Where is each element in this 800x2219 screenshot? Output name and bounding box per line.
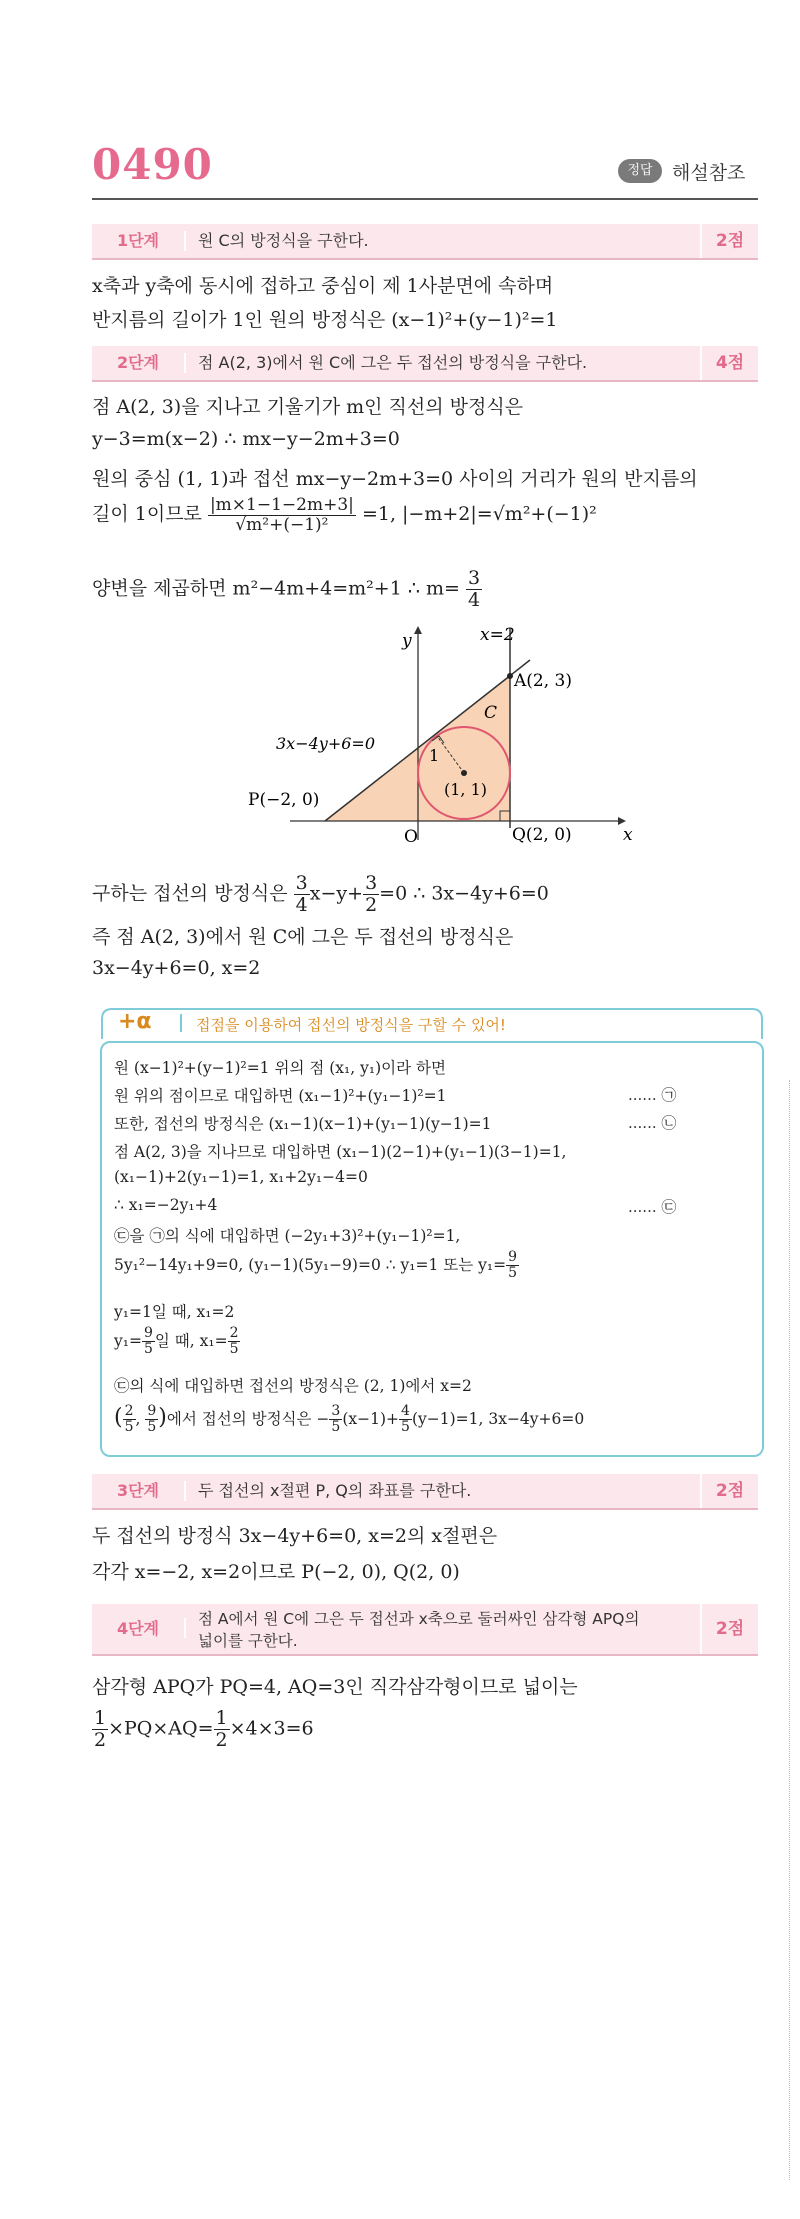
numerator: 1 — [94, 1707, 107, 1729]
text: 구하는 접선의 방정식은 — [92, 882, 288, 905]
numerator: 3 — [467, 567, 481, 589]
text: 일 때, x₁= — [154, 1331, 228, 1350]
text: 5y₁²−14y₁+9=0, (y₁−1)(5y₁−9)=0 ∴ y₁=1 또는 y₁= — [114, 1255, 507, 1274]
tip-line — [114, 1250, 519, 1282]
step4-line1 — [92, 1672, 578, 1699]
denominator: 5 — [143, 1341, 153, 1358]
page-margin-dotted-line — [789, 1080, 790, 2180]
denominator: 5 — [401, 1419, 410, 1436]
circle-label: C — [484, 703, 498, 723]
step-label: 3단계 — [116, 1481, 160, 1500]
step-title-line: 점 A에서 원 C에 그은 두 접선과 x축으로 둘러싸인 삼각형 APQ의 — [198, 1610, 640, 1628]
step3-line1: 두 접선의 방정식 3x−4y+6=0, x=2의 x절편은 — [92, 1525, 498, 1547]
marker-1: ...... ㉠ — [628, 1086, 677, 1104]
text: (y−1)=1, 3x−4y+6=0 — [411, 1409, 585, 1428]
fraction — [142, 1326, 155, 1358]
tip-line: ∴ x₁=−2y₁+4 — [114, 1196, 218, 1214]
center-label: (1, 1) — [444, 780, 488, 799]
point-p-label: P(−2, 0) — [248, 790, 320, 810]
step-title — [198, 1608, 639, 1652]
step-separator — [184, 1618, 186, 1638]
x-axis-label: x — [623, 825, 633, 845]
denominator: 2 — [215, 1728, 228, 1751]
fraction — [399, 1404, 412, 1436]
denominator: 4 — [295, 893, 308, 916]
step2-line7: 즉 점 A(2, 3)에서 원 C에 그은 두 접선의 방정식은 — [92, 926, 514, 948]
step-title: 점 A(2, 3)에서 원 C에 그은 두 접선의 방정식을 구한다. — [198, 353, 588, 372]
text: =1, |−m+2|=√m²+(−1)² — [361, 503, 597, 526]
y-axis-label: y — [402, 631, 412, 651]
paren: ) — [158, 1404, 167, 1430]
numerator: 3 — [365, 872, 378, 894]
point-q-label: Q(2, 0) — [512, 825, 572, 845]
numerator: 9 — [143, 1325, 153, 1341]
step2-line2: y−3=m(x−2) ∴ mx−y−2m+3=0 — [92, 428, 400, 450]
denominator: 5 — [229, 1341, 239, 1358]
tip-line: ㉢의 식에 대입하면 접선의 방정식은 (2, 1)에서 x=2 — [114, 1377, 472, 1395]
point-a — [507, 673, 513, 679]
step1-line2: 반지름의 길이가 1인 원의 방정식은 (x−1)²+(y−1)²=1 — [92, 309, 558, 331]
tip-line: (x₁−1)+2(y₁−1)=1, x₁+2y₁−4=0 — [114, 1168, 368, 1186]
fraction — [329, 1404, 342, 1436]
tip-line: ( $\frac{2}{5}$ , $\frac{9}{5}$ )에서 접선의 방정식은 − $\frac{3}{5}$ (x−1)+ $\frac{4}{5}$ (y−1)=1, 3x−4y+6=0 — [114, 1403, 585, 1436]
step2-line5 — [92, 568, 482, 611]
step2-line3: 원의 중심 (1, 1)과 접선 mx−y−2m+3=0 사이의 거리가 원의 반지름의 — [92, 468, 698, 490]
numerator: |m×1−1−2m+3| — [209, 495, 354, 515]
numerator: 1 — [215, 1707, 228, 1729]
fraction — [92, 1708, 108, 1751]
step1-line1: x축과 y축에 동시에 접하고 중심이 제 1사분면에 속하며 — [92, 275, 554, 297]
tip-line: 원 위의 점이므로 대입하면 (x₁−1)²+(y₁−1)²=1 — [114, 1087, 447, 1105]
fraction — [363, 873, 379, 916]
tip-line: y₁=1일 때, x₁=2 — [114, 1303, 235, 1321]
step-label: 4단계 — [116, 1619, 160, 1638]
numerator: 9 — [147, 1403, 157, 1419]
line-x2-label: x=2 — [480, 625, 515, 645]
plus-alpha-icon: +α — [118, 1009, 152, 1034]
step-2-bar — [92, 346, 758, 382]
step-label: 1단계 — [116, 231, 160, 250]
paren: ( — [114, 1404, 123, 1430]
numerator: 9 — [508, 1249, 518, 1265]
step-title: 원 C의 방정식을 구한다. — [198, 231, 369, 250]
numerator: 2 — [229, 1325, 239, 1341]
marker-3: ...... ㉢ — [628, 1198, 677, 1216]
text: ×PQ×AQ= — [108, 1717, 214, 1740]
denominator: 5 — [508, 1265, 518, 1282]
text: 삼각형 APQ가 PQ=4, AQ=3인 직각삼각형이므로 넓이는 — [92, 1676, 578, 1698]
tip-separator — [180, 1014, 182, 1032]
step-separator — [184, 1481, 186, 1501]
tip-line: 또한, 접선의 방정식은 (x₁−1)(x−1)+(y₁−1)(y−1)=1 — [114, 1115, 492, 1133]
step2-line1: 점 A(2, 3)을 지나고 기울기가 m인 직선의 방정식은 — [92, 396, 524, 418]
tip-line — [114, 1326, 240, 1358]
numerator: 4 — [401, 1403, 410, 1419]
step-separator — [184, 231, 186, 251]
text: =0 ∴ 3x−4y+6=0 — [379, 882, 549, 905]
step-points: 2점 — [700, 1604, 758, 1654]
step2-line4 — [92, 496, 597, 534]
tip-line: 원 (x−1)²+(y−1)²=1 위의 점 (x₁, y₁)이라 하면 — [114, 1059, 446, 1077]
tip-title: 접점을 이용하여 접선의 방정식을 구할 수 있어! — [196, 1016, 506, 1034]
origin-label: O — [404, 827, 418, 847]
tip-line: ㉢을 ㉠의 식에 대입하면 (−2y₁+3)²+(y₁−1)²=1, — [114, 1227, 461, 1245]
step3-line2: 각각 x=−2, x=2이므로 P(−2, 0), Q(2, 0) — [92, 1561, 460, 1583]
marker-2: ...... ㉡ — [628, 1114, 677, 1132]
step-1-bar — [92, 224, 758, 260]
text: y₁= — [114, 1331, 142, 1350]
step-title-line: 넓이를 구한다. — [198, 1632, 298, 1650]
step-points: 4점 — [700, 346, 758, 380]
distance-fraction — [208, 496, 356, 534]
text: 양변을 제곱하면 m²−4m+4=m²+1 ∴ m= — [92, 577, 460, 600]
text: 에서 접선의 방정식은 − — [166, 1409, 330, 1428]
problem-number: 0490 — [92, 140, 213, 189]
fraction — [214, 1708, 230, 1751]
x-axis-arrow — [618, 817, 626, 825]
tangent-figure — [240, 618, 633, 853]
step2-line6 — [92, 873, 549, 916]
text: ×4×3=6 — [229, 1717, 314, 1740]
denominator: 5 — [331, 1419, 341, 1436]
point-a-label: A(2, 3) — [514, 671, 572, 691]
step-points: 2점 — [700, 224, 758, 258]
text: x−y+ — [309, 882, 364, 905]
denominator: 4 — [467, 588, 481, 611]
text: (x−1)+ — [342, 1409, 400, 1428]
fraction — [145, 1404, 158, 1436]
denominator: 5 — [147, 1419, 157, 1436]
m-fraction — [466, 568, 482, 611]
step-separator — [184, 353, 186, 373]
denominator: 2 — [94, 1728, 107, 1751]
fraction — [228, 1326, 241, 1358]
tip-header — [100, 1005, 764, 1039]
tangent-label: 3x−4y+6=0 — [276, 734, 375, 753]
numerator: 3 — [331, 1403, 341, 1419]
radius-label: 1 — [429, 746, 440, 765]
denominator: 2 — [365, 893, 378, 916]
fraction — [506, 1250, 519, 1282]
step-4-bar — [92, 1604, 758, 1656]
header-divider — [92, 198, 758, 200]
numerator: 2 — [124, 1403, 134, 1419]
step-title: 두 접선의 x절편 P, Q의 좌표를 구한다. — [198, 1481, 472, 1500]
numerator: 3 — [295, 872, 308, 894]
step-label: 2단계 — [116, 353, 160, 372]
answer-text: 해설참조 — [672, 162, 746, 184]
denominator: √m²+(−1)² — [235, 514, 329, 535]
tip-line: 점 A(2, 3)을 지나므로 대입하면 (x₁−1)(2−1)+(y₁−1)(3−1)=1, — [114, 1143, 567, 1161]
denominator: 5 — [124, 1419, 134, 1436]
fraction — [294, 873, 310, 916]
fraction — [123, 1404, 136, 1436]
step2-line8: 3x−4y+6=0, x=2 — [92, 957, 261, 979]
y-axis-arrow — [414, 626, 422, 634]
step-points: 2점 — [700, 1474, 758, 1508]
step-3-bar — [92, 1474, 758, 1510]
step4-line2 — [92, 1708, 314, 1751]
text: 길이 1이므로 — [92, 503, 202, 526]
answer-badge: 정답 — [618, 159, 662, 183]
